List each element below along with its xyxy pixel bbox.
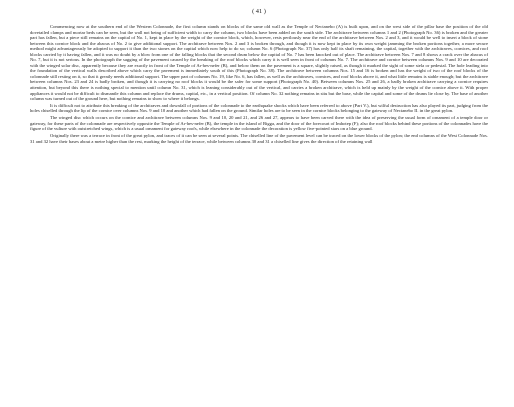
page-number: ( 41 ) bbox=[252, 8, 266, 15]
paragraph-western-colonnade: Commencing now at the southern end of the Western Colonnade, the first column stands on blocks of the same old wall as the Temple of Nectanebo (A) is built upon, and on the west side of the pillar base the position of the old dovetailed clamps and mortar beds can be seen, but the wall not being of sufficient width to carry the column, two blocks have been added on the south side. The architrave between columns 1 and 2 (Photograph No. 36) is broken and the greater part has fallen, but a piece still remains on the capital of No. 1, kept in place by the weight of the cornice block, which, however, rests perilously near the end of the architrave between Nos. 2 and 3, and it would be well to insert a block of stone between this cornice block and the abacus of No. 2 to give additional support. The architrave between Nos. 2 and 3 is broken through, and though it is now kept in place by its own weight jamming the broken portions together, a more secure method might advantageously be adopted to support it than the two stones on the capital which now help to do so; column No. 6 (Photograph No. 37) has only half its shaft remaining, the capital, together with the architraves, cornices, and roof blocks carried by it having fallen, and it was no doubt by a blow from one of the falling blocks that the second drum below the capital of No. 7 has been knocked out of place. The architrave between Nos. 7 and 8 shows a crack over the abacus of No. 7, but it is not serious. In the photograph the sagging of the pavement caused by the breaking of the roof blocks which carry it is well seen in front of columns No. 7. The architrave and cornice between columns Nos. 9 and 10 are decorated with the winged solar disc, apparently because they are exactly in front of the Temple of Ar-hes-nefer (B), and below them on the pavement is a square, slightly raised, as though it marked the sight of some stela or pedestal. The hole leading into the foundation of the vertical walls described above which carry the pavement is immediately south of this (Photograph No. 38). The architrave between columns Nos. 15 and 16 is broken and has the weight of two of the roof blocks of the colonnade still resting on it, so that it greatly needs additional support. The upper part of columns No. 19, like No. 6, has fallen, as well as the architraves, cornices, and roof blocks above it, and what little remains is stable enough; but the architrave between columns Nos. 23 and 24 is badly broken, and though it is carrying no roof blocks it would be the safer for some support (Photograph No. 40). Between columns Nos. 25 and 26, a badly broken architrave carrying a cornice requires attention, but beyond this there is nothing special to mention until column No. 31, which is leaning considerably out of the vertical, and carries a broken architrave, which is held up mainly by the weight of the cornice above it. With proper appliances it would not be difficult to dismantle this column and replace the drums, capital, etc., in a vertical position. Of column No. 32 nothing remains in situ but the base, while the capital and some of the drums lie close by. The base of another column was turned out of the ground here, but nothing remains to show to where it belongs. bbox=[30, 24, 488, 102]
paragraph-earthquake: It is difficult not to attribute this breaking of the architraves and downfall of portions of the colonnade to the earthquake shocks which have been referred to above (Part V.), but wilful destruction has also played its part, judging from the holes chiselled through the lip of the cornice over columns Nos. 9 and 10 and another which had fallen on the ground. Similar holes are to be seen in the cornice blocks belonging to the gateway of Nectanebo II. in the great pylon. bbox=[30, 102, 488, 114]
document-page bbox=[30, 8, 488, 145]
paragraph-terrace: Originally there was a terrace in front of the great pylon, and traces of it can be seen at several points. The chiselled line of the pavement level can be traced on the lower blocks of the pylon; the end columns of the West Colonnade Nos. 31 and 32 have their bases about a metre higher than the rest, marking the height of the terrace, while between columns 30 and 31 a chiselled line gives the direction of the retaining wall bbox=[30, 132, 488, 144]
paragraph-winged-disc: The winged disc which occurs on the cornice and architrave between columns Nos. 9 and 10, 20 and 21, and 26 and 27, appears to have been carved there with the idea of preserving the usual form of ornament of a temple door or gateway, for these parts of the colonnade are respectively opposite the Temple of Ar-hes-nefer (B), the temple in the island of Bigga, and the door of the forecourt of Imhotep (F); also the roof blocks behind these portions of the colonnades have the figure of the vulture with outstretched wings, which is a usual ornament for gateway roofs, while elsewhere in the colonnade the decoration is yellow five-pointed stars on a blue ground. bbox=[30, 115, 488, 132]
